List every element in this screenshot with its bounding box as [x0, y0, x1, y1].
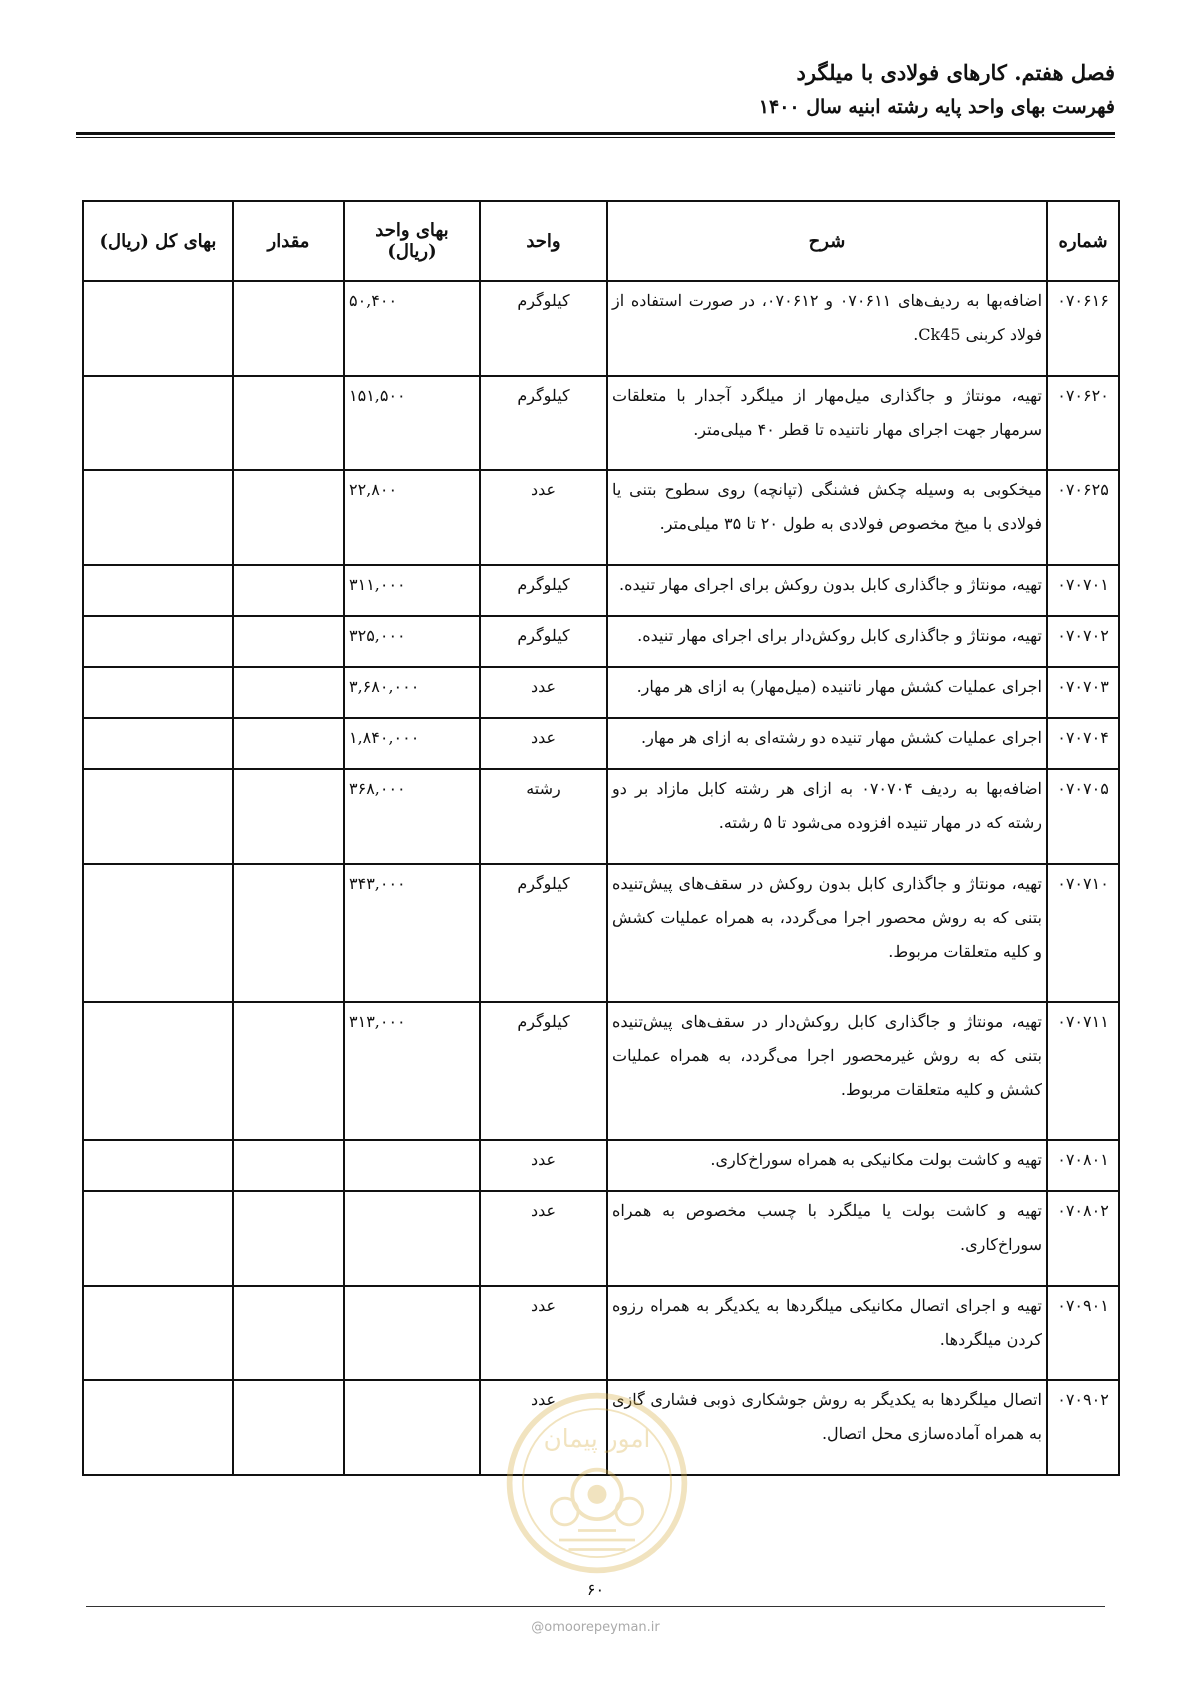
table-row	[83, 667, 1119, 718]
row-number: ۰۷۰۹۰۱	[1047, 1286, 1119, 1381]
row-total-price	[83, 281, 233, 376]
row-number: ۰۷۰۷۰۱	[1047, 565, 1119, 616]
row-description: اضافه‌بها به ردیف ۰۷۰۷۰۴ به ازای هر رشته کابل مازاد بر دو رشته که در مهار تنیده افزوده می‌شود تا ۵ رشته.	[607, 769, 1047, 864]
row-quantity	[233, 616, 344, 667]
row-unit: عدد	[480, 667, 607, 718]
row-total-price	[83, 1140, 233, 1191]
footer-rule	[86, 1606, 1105, 1607]
row-total-price	[83, 616, 233, 667]
row-unit: عدد	[480, 1380, 607, 1475]
row-unit-price: ۳۶۸,۰۰۰	[344, 769, 480, 864]
table-row	[83, 565, 1119, 616]
table-row	[83, 281, 1119, 376]
header-unit-price-label: بهای واحد	[375, 220, 449, 241]
row-quantity	[233, 281, 344, 376]
row-number: ۰۷۰۸۰۱	[1047, 1140, 1119, 1191]
header-quantity: مقدار	[233, 201, 344, 281]
row-quantity	[233, 1140, 344, 1191]
row-total-price	[83, 1191, 233, 1286]
table-header-row	[83, 201, 1119, 281]
row-unit: عدد	[480, 1140, 607, 1191]
page-number: ۶۰	[586, 1580, 605, 1599]
header-description: شرح	[607, 201, 1047, 281]
table-row	[83, 1140, 1119, 1191]
row-description: اجرای عملیات کشش مهار ناتنیده (میل‌مهار) به ازای هر مهار.	[607, 667, 1047, 718]
watermark-text: امور پیمان	[543, 1423, 651, 1453]
row-number: ۰۷۰۷۰۵	[1047, 769, 1119, 864]
row-description: تهیه، مونتاژ و جاگذاری کابل بدون روکش برای اجرای مهار تنیده.	[607, 565, 1047, 616]
row-quantity	[233, 667, 344, 718]
header-unit-price	[344, 201, 480, 281]
row-quantity	[233, 769, 344, 864]
row-description: تهیه و کاشت بولت یا میلگرد با چسب مخصوص به همراه سوراخ‌کاری.	[607, 1191, 1047, 1286]
table-row	[83, 718, 1119, 769]
row-unit-price: ۲۲,۸۰۰	[344, 470, 480, 565]
row-unit: کیلوگرم	[480, 281, 607, 376]
row-description: تهیه، مونتاژ و جاگذاری کابل بدون روکش در سقف‌های پیش‌تنیده بتنی که به روش محصور اجرا می‌گردد، به همراه عملیات کشش و کلیه متعلقات مربوط.	[607, 864, 1047, 1002]
row-total-price	[83, 376, 233, 471]
row-quantity	[233, 565, 344, 616]
row-description: تهیه و اجرای اتصال مکانیکی میلگردها به یکدیگر به همراه رزوه کردن میلگردها.	[607, 1286, 1047, 1381]
row-number: ۰۷۰۷۰۴	[1047, 718, 1119, 769]
row-quantity	[233, 1191, 344, 1286]
row-number: ۰۷۰۶۲۰	[1047, 376, 1119, 471]
row-unit-price	[344, 1380, 480, 1475]
row-quantity	[233, 1002, 344, 1140]
row-description: میخکوبی به وسیله چکش فشنگی (تپانچه) روی سطوح بتنی یا فولادی با میخ مخصوص فولادی به طول ۲۰ تا ۳۵ میلی‌متر.	[607, 470, 1047, 565]
table-row	[83, 1002, 1119, 1140]
row-total-price	[83, 470, 233, 565]
price-list-table	[82, 200, 1120, 1476]
row-unit: عدد	[480, 470, 607, 565]
row-description: تهیه، مونتاژ و جاگذاری کابل روکش‌دار در سقف‌های پیش‌تنیده بتنی که به روش غیرمحصور اجرا می‌گردد، به همراه عملیات کشش و کلیه متعلقات مربوط.	[607, 1002, 1047, 1140]
row-unit: عدد	[480, 718, 607, 769]
table-row	[83, 376, 1119, 471]
row-total-price	[83, 718, 233, 769]
row-total-price	[83, 1002, 233, 1140]
header-number: شماره	[1047, 201, 1119, 281]
table-row	[83, 769, 1119, 864]
row-description: اجرای عملیات کشش مهار تنیده دو رشته‌ای به ازای هر مهار.	[607, 718, 1047, 769]
row-quantity	[233, 376, 344, 471]
row-description: تهیه، مونتاژ و جاگذاری میل‌مهار از میلگرد آجدار با متعلقات سرمهار جهت اجرای مهار ناتنیده تا قطر ۴۰ میلی‌متر.	[607, 376, 1047, 471]
table-row	[83, 1286, 1119, 1381]
row-unit: کیلوگرم	[480, 616, 607, 667]
row-quantity	[233, 1286, 344, 1381]
page-header	[759, 58, 1115, 122]
table-row	[83, 616, 1119, 667]
row-total-price	[83, 769, 233, 864]
row-number: ۰۷۰۶۱۶	[1047, 281, 1119, 376]
document-subtitle: فهرست بهای واحد پایه رشته ابنیه سال ۱۴۰۰	[758, 96, 1115, 118]
row-quantity	[233, 718, 344, 769]
row-quantity	[233, 470, 344, 565]
header-total-price: بهای کل (ریال)	[83, 201, 233, 281]
table-row	[83, 470, 1119, 565]
row-unit: عدد	[480, 1191, 607, 1286]
row-unit: کیلوگرم	[480, 864, 607, 1002]
row-description: تهیه، مونتاژ و جاگذاری کابل روکش‌دار برای اجرای مهار تنیده.	[607, 616, 1047, 667]
row-quantity	[233, 864, 344, 1002]
header-rule-thin	[76, 137, 1115, 138]
row-unit-price: ۳۲۵,۰۰۰	[344, 616, 480, 667]
row-unit-price: ۳۴۳,۰۰۰	[344, 864, 480, 1002]
row-description: اضافه‌بها به ردیف‌های ۰۷۰۶۱۱ و ۰۷۰۶۱۲، در صورت استفاده از فولاد کربنی Ck45.	[607, 281, 1047, 376]
row-number: ۰۷۰۷۰۳	[1047, 667, 1119, 718]
row-total-price	[83, 864, 233, 1002]
table-row	[83, 864, 1119, 1002]
row-unit: کیلوگرم	[480, 565, 607, 616]
row-total-price	[83, 1380, 233, 1475]
row-description: تهیه و کاشت بولت مکانیکی به همراه سوراخ‌کاری.	[607, 1140, 1047, 1191]
row-unit: رشته	[480, 769, 607, 864]
row-description: اتصال میلگردها به یکدیگر به روش جوشکاری ذوبی فشاری گازی به همراه آماده‌سازی محل اتصال.	[607, 1380, 1047, 1475]
chapter-title: فصل هفتم. کارهای فولادی با میلگرد	[796, 60, 1115, 85]
watermark-seal-icon	[502, 1388, 692, 1578]
row-total-price	[83, 1286, 233, 1381]
row-number: ۰۷۰۸۰۲	[1047, 1191, 1119, 1286]
row-unit: عدد	[480, 1286, 607, 1381]
row-number: ۰۷۰۷۱۱	[1047, 1002, 1119, 1140]
row-unit-price	[344, 1191, 480, 1286]
row-unit-price	[344, 1286, 480, 1381]
row-unit-price: ۳,۶۸۰,۰۰۰	[344, 667, 480, 718]
row-unit-price: ۱,۸۴۰,۰۰۰	[344, 718, 480, 769]
website-watermark: @omoorepeyman.ir	[531, 1620, 660, 1635]
row-quantity	[233, 1380, 344, 1475]
row-unit: کیلوگرم	[480, 376, 607, 471]
row-unit-price: ۳۱۱,۰۰۰	[344, 565, 480, 616]
row-unit-price: ۵۰,۴۰۰	[344, 281, 480, 376]
header-rule-thick	[76, 132, 1115, 135]
table-row	[83, 1191, 1119, 1286]
row-total-price	[83, 667, 233, 718]
row-number: ۰۷۰۶۲۵	[1047, 470, 1119, 565]
row-total-price	[83, 565, 233, 616]
row-number: ۰۷۰۷۱۰	[1047, 864, 1119, 1002]
header-unit-price-currency: (ریال)	[387, 241, 437, 262]
row-unit-price: ۳۱۳,۰۰۰	[344, 1002, 480, 1140]
row-unit-price: ۱۵۱,۵۰۰	[344, 376, 480, 471]
header-unit: واحد	[480, 201, 607, 281]
row-number: ۰۷۰۹۰۲	[1047, 1380, 1119, 1475]
row-number: ۰۷۰۷۰۲	[1047, 616, 1119, 667]
row-unit: کیلوگرم	[480, 1002, 607, 1140]
row-unit-price	[344, 1140, 480, 1191]
